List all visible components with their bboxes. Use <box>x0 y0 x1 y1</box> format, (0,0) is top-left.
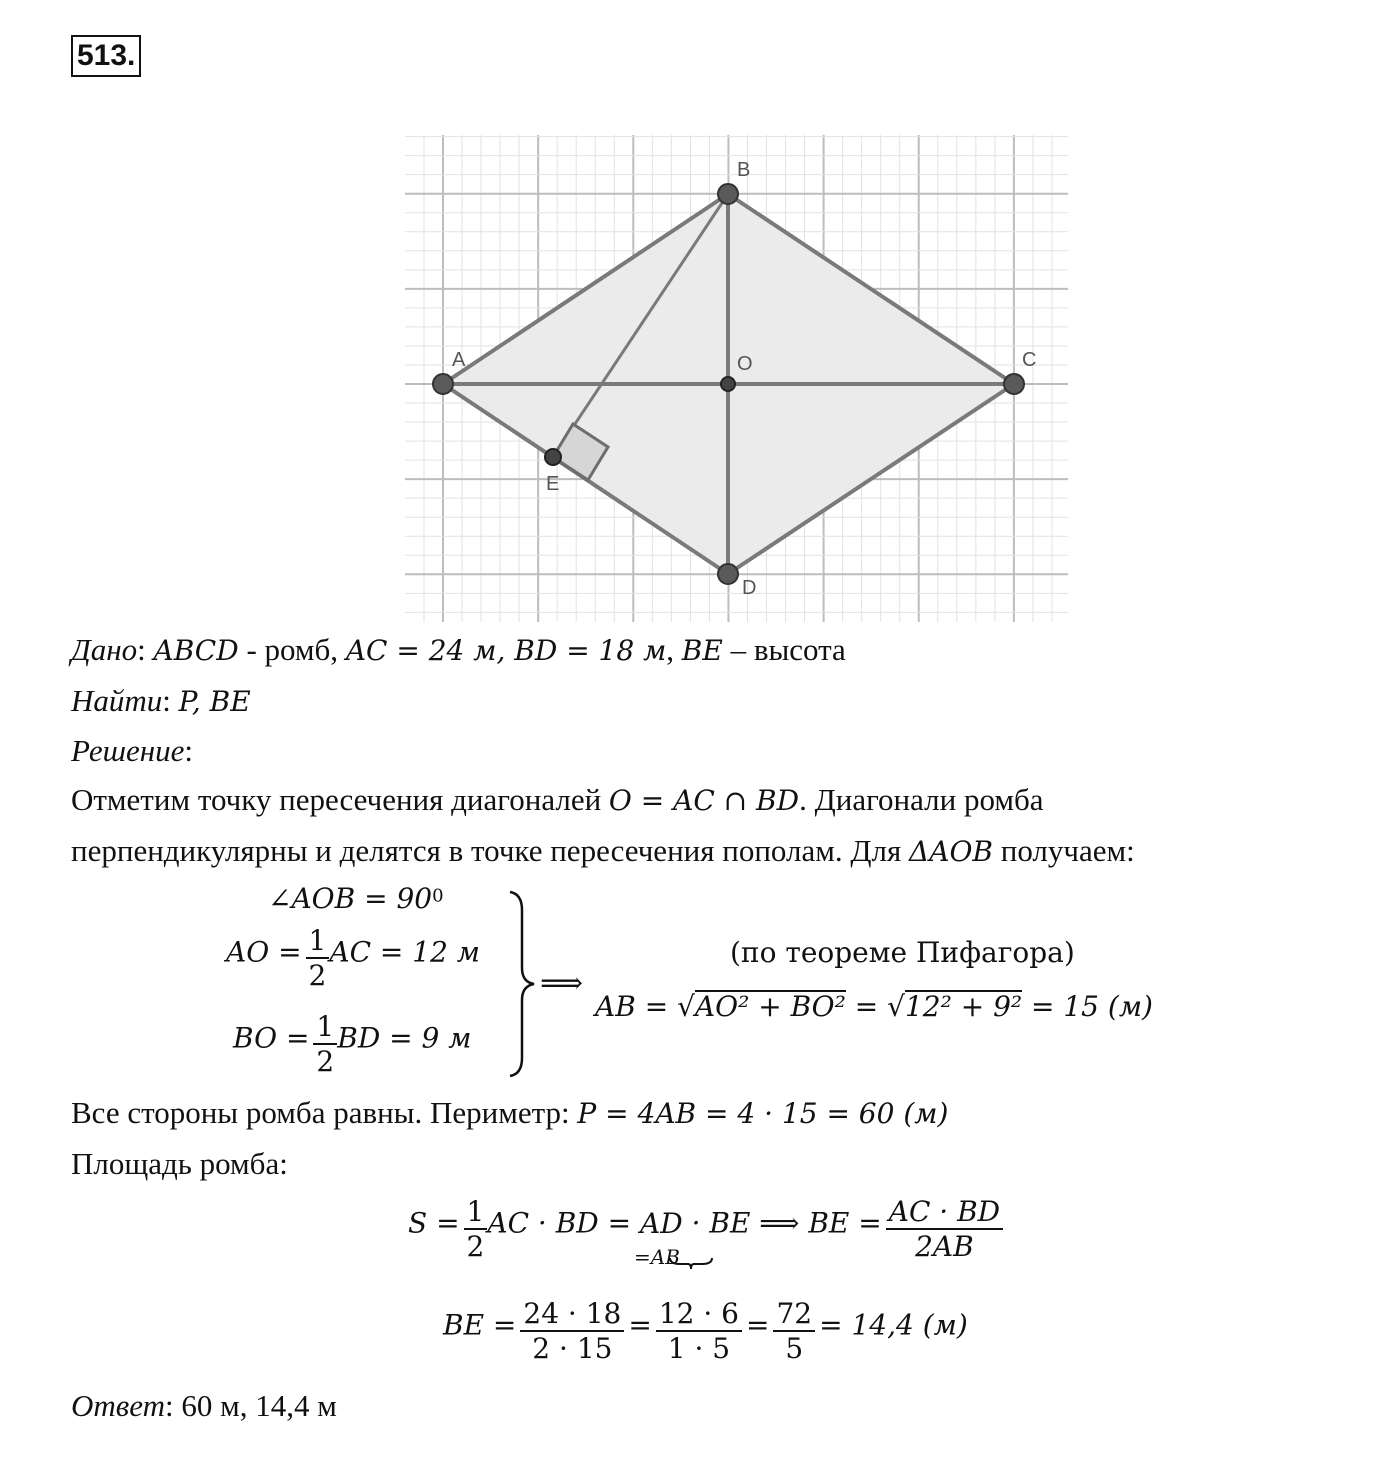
bo-equation: BO = $\frac{1}{2}$ BD = 9 м <box>233 1010 472 1078</box>
implies-arrow: ⟹ <box>540 966 584 1001</box>
given-label: Дано <box>71 632 138 667</box>
label-o: O <box>737 353 753 375</box>
point-d <box>718 564 738 584</box>
label-b: B <box>737 159 751 181</box>
ao-equation: AO = $\frac{1}{2}$ AC = 12 м <box>226 924 481 992</box>
ad-underbrace-note: =AB <box>634 1244 680 1269</box>
angle-aob: ∠AOB = $90^0$ <box>268 882 444 915</box>
area-formula: S = $\frac{1}{2}$ AC · BD = AD =AB · BE ⟹ BE = $\frac{AC \cdot BD}{2AB}$ <box>408 1195 1003 1263</box>
solution-label: Решение: <box>71 733 193 768</box>
problem-number: 513. <box>71 35 141 77</box>
paragraph-1-line-1: Отметим точку пересечения диагоналей O = AC ∩ BD. Диагонали ромба <box>71 782 1044 817</box>
underbrace <box>668 1256 714 1270</box>
given-line: Дано: ABCD - ромб, AC = 24 м, BD = 18 м, BE – высота <box>71 632 846 667</box>
answer-line: Ответ: 60 м, 14,4 м <box>71 1388 337 1423</box>
find-line: Найти: P, BE <box>71 683 251 718</box>
point-b <box>718 184 738 204</box>
point-e <box>545 449 561 465</box>
label-a: A <box>452 349 466 371</box>
label-c: C <box>1022 349 1037 371</box>
rhombus-figure <box>0 0 1400 640</box>
label-e: E <box>546 473 560 495</box>
label-d: D <box>742 577 757 599</box>
paragraph-1-line-2: перпендикулярны и делятся в точке пересечения пополам. Для ΔAOB получаем: <box>71 833 1135 868</box>
system-brace <box>500 888 540 1080</box>
perimeter-line: Все стороны ромба равны. Периметр: P = 4AB = 4 · 15 = 60 (м) <box>71 1095 949 1130</box>
theorem-note: (по теореме Пифагора) <box>730 936 1075 969</box>
point-o <box>721 377 735 391</box>
ab-equation: AB = √AO² + BO² = √12² + 9² = 15 (м) <box>595 990 1153 1023</box>
area-label: Площадь ромба: <box>71 1146 288 1181</box>
be-calculation: BE = $\frac{24 \cdot 18}{2 \cdot 15}$ = $\frac{12 \cdot 6}{1 \cdot 5}$ = $\frac{72}{5}$ = 14,4 (м) <box>443 1297 968 1365</box>
point-a <box>433 374 453 394</box>
point-c <box>1004 374 1024 394</box>
